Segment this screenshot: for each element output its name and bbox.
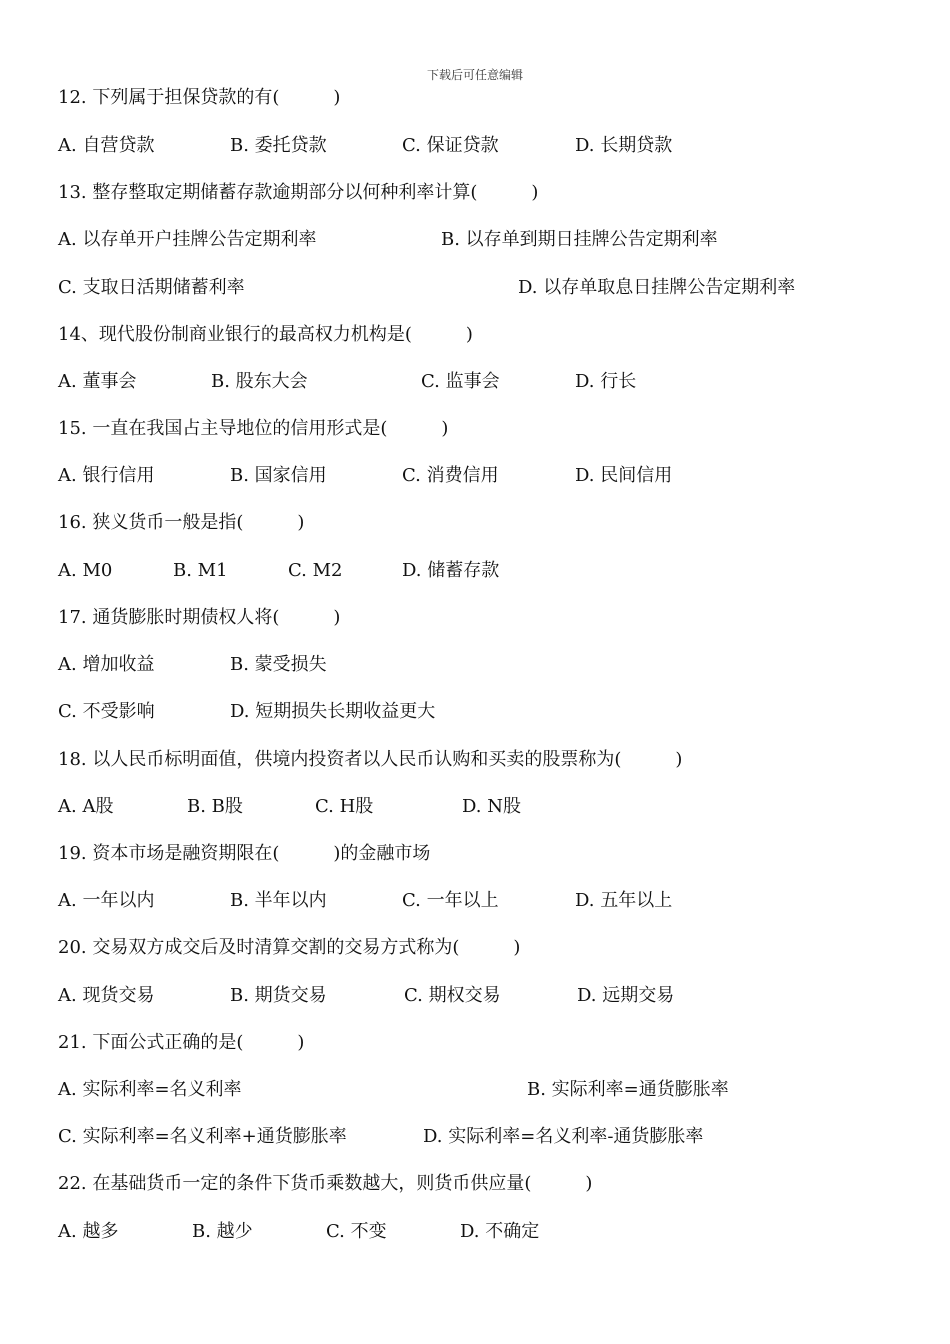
question-19-option-d: D. 五年以上 [575,890,673,911]
question-21-option-c: C. 实际利率=名义利率+通货膨胀率 [58,1126,347,1147]
question-15-stem: 15. 一直在我国占主导地位的信用形式是( ) [58,418,449,439]
question-15-option-d: D. 民间信用 [575,465,673,486]
question-15-option-a: A. 银行信用 [58,465,155,486]
page-header: 下载后可任意编辑 [426,68,523,82]
question-22-option-b: B. 越少 [192,1221,253,1242]
question-20-option-a: A. 现货交易 [58,985,155,1006]
question-13-option-c: C. 支取日活期储蓄利率 [58,277,245,298]
question-12-stem: 12. 下列属于担保贷款的有( ) [58,87,341,108]
question-19-option-c: C. 一年以上 [402,890,499,911]
question-19-option-b: B. 半年以内 [230,890,327,911]
question-18-stem: 18. 以人民币标明面值，供境内投资者以人民币认购和买卖的股票称为( ) [58,749,683,770]
question-21-stem: 21. 下面公式正确的是( ) [58,1032,305,1053]
question-17-stem: 17. 通货膨胀时期债权人将( ) [58,607,341,628]
question-14-option-a: A. 董事会 [58,371,137,392]
question-14-option-c: C. 监事会 [421,371,500,392]
question-14-stem: 14、现代股份制商业银行的最高权力机构是( ) [58,324,473,345]
question-20-option-c: C. 期权交易 [404,985,501,1006]
question-12-option-b: B. 委托贷款 [230,135,327,156]
question-20-stem: 20. 交易双方成交后及时清算交割的交易方式称为( ) [58,937,521,958]
question-22-option-c: C. 不变 [326,1221,387,1242]
question-17-option-d: D. 短期损失长期收益更大 [230,701,436,722]
question-16-option-d: D. 储蓄存款 [402,560,500,581]
question-21-option-b: B. 实际利率=通货膨胀率 [527,1079,729,1100]
question-12-option-a: A. 自营贷款 [58,135,155,156]
question-17-option-c: C. 不受影响 [58,701,155,722]
question-16-option-b: B. M1 [173,560,228,581]
question-13-option-a: A. 以存单开户挂牌公告定期利率 [58,229,317,250]
question-14-option-d: D. 行长 [575,371,637,392]
question-17-option-a: A. 增加收益 [58,654,155,675]
question-13-option-b: B. 以存单到期日挂牌公告定期利率 [441,229,718,250]
question-19-stem: 19. 资本市场是融资期限在( )的金融市场 [58,843,431,864]
question-21-option-d: D. 实际利率=名义利率-通货膨胀率 [423,1126,704,1147]
question-22-option-d: D. 不确定 [460,1221,540,1242]
question-20-option-d: D. 远期交易 [577,985,675,1006]
question-13-stem: 13. 整存整取定期储蓄存款逾期部分以何种利率计算( ) [58,182,539,203]
question-12-option-c: C. 保证贷款 [402,135,499,156]
question-16-option-c: C. M2 [288,560,343,581]
question-18-option-b: B. B股 [187,796,243,817]
question-16-option-a: A. M0 [58,560,113,581]
question-19-option-a: A. 一年以内 [58,890,155,911]
question-15-option-c: C. 消费信用 [402,465,499,486]
question-14-option-b: B. 股东大会 [211,371,308,392]
question-21-option-a: A. 实际利率=名义利率 [58,1079,242,1100]
question-18-option-c: C. H股 [315,796,374,817]
question-18-option-a: A. A股 [58,796,114,817]
question-12-option-d: D. 长期贷款 [575,135,673,156]
question-15-option-b: B. 国家信用 [230,465,327,486]
question-17-option-b: B. 蒙受损失 [230,654,327,675]
question-13-option-d: D. 以存单取息日挂牌公告定期利率 [518,277,796,298]
question-22-option-a: A. 越多 [58,1221,119,1242]
question-20-option-b: B. 期货交易 [230,985,327,1006]
question-18-option-d: D. N股 [462,796,521,817]
question-22-stem: 22. 在基础货币一定的条件下货币乘数越大，则货币供应量( ) [58,1173,593,1194]
question-16-stem: 16. 狭义货币一般是指( ) [58,512,305,533]
